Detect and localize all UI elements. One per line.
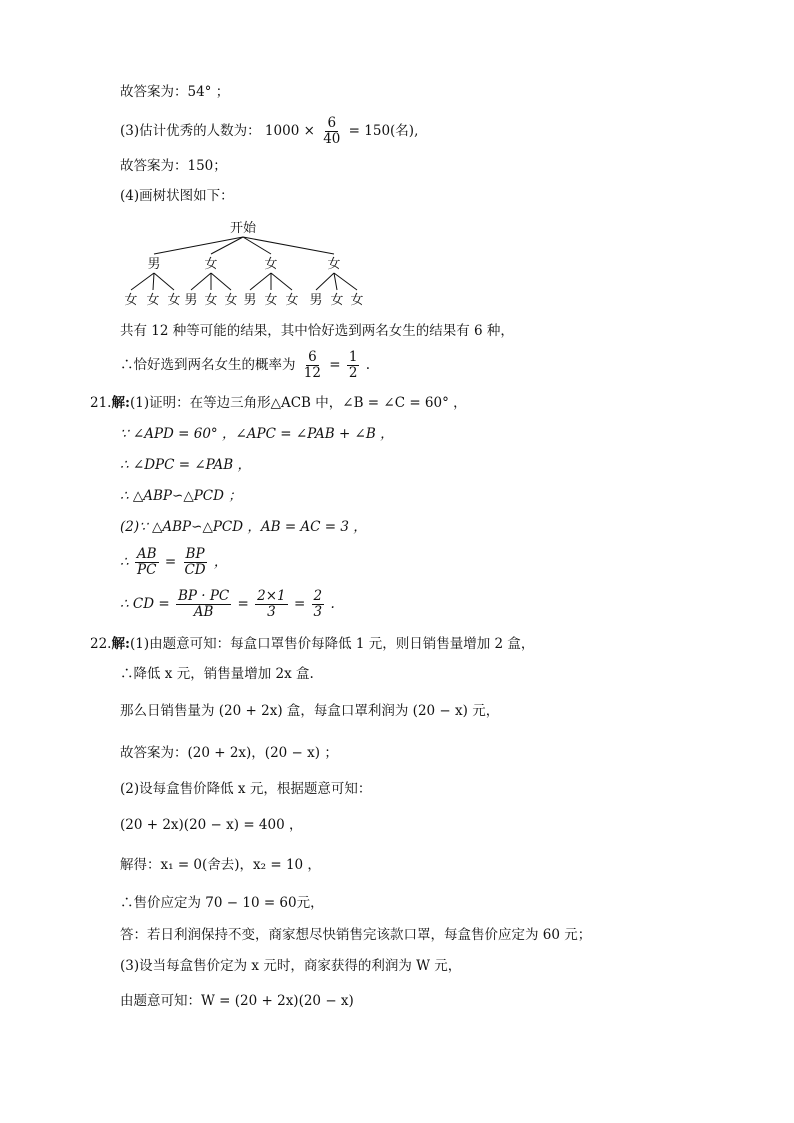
estimate-result: = 150(名), (348, 123, 419, 139)
tree-node-l2: 女 (146, 293, 160, 308)
cd-line (120, 589, 335, 620)
tree-edge (334, 273, 337, 290)
ratio-line (120, 547, 227, 578)
answer-line-150: 故答案为：150； (120, 158, 227, 174)
period: . (365, 357, 371, 373)
tree-edge (271, 273, 292, 290)
fraction-denominator: 12 (303, 365, 321, 381)
therefore-sign: ∴ (120, 554, 129, 570)
period: . (330, 596, 335, 612)
fraction-denominator: 2 (348, 365, 358, 381)
fraction-bp-cd (182, 547, 207, 578)
estimate-line (120, 116, 418, 147)
fraction-ab-pc (135, 547, 159, 578)
fraction-numerator: 6 (308, 349, 317, 365)
tree-edge (334, 273, 357, 290)
tree-node-l1: 女 (264, 257, 278, 272)
profit-function-line: 由题意可知：W = (20 + 2x)(20 − x) (120, 993, 354, 1009)
fraction-2-3 (312, 589, 325, 620)
decrease-line: ∴降低 x 元，销售量增加 2x 盒. (120, 666, 314, 682)
answer-line-54: 故答案为：54° ； (120, 84, 230, 100)
equals-sign: = (164, 554, 177, 570)
proof-intro: (1)证明：在等边三角形△ACB 中，∠B = ∠C = 60° ， (129, 395, 467, 411)
tree-diagram (120, 216, 380, 308)
fraction-6-12 (302, 350, 323, 381)
question-number-21: 21. (90, 395, 112, 411)
fraction-numerator: AB (136, 546, 157, 562)
fraction-numerator: 1 (348, 349, 358, 365)
fraction-numerator: 2×1 (257, 588, 286, 604)
tree-node-l2: 女 (224, 293, 238, 308)
question-22-line (90, 635, 534, 653)
fraction-6-40 (321, 116, 342, 147)
tree-intro-line: (4)画树状图如下： (120, 188, 234, 204)
part2-line: (2)∵ △ABP∽△PCD ，AB = AC = 3 ， (120, 519, 367, 535)
tree-node-l2: 男 (243, 293, 257, 308)
tree-node-l1: 男 (147, 257, 161, 272)
fraction-numerator: BP (185, 546, 205, 562)
solution-label: 解: (111, 395, 130, 411)
tree-node-l2: 女 (204, 293, 218, 308)
proof-line-2: ∴ ∠DPC = ∠PAB ， (120, 457, 251, 473)
solution-line: 解得：x₁ = 0(舍去)，x₂ = 10 ， (120, 857, 321, 873)
part3-setup-line: (3)设当每盒售价定为 x 元时，商家获得的利润为 W 元， (120, 958, 462, 974)
tree-node-l2: 女 (285, 293, 299, 308)
estimate-mult: 1000 × (264, 123, 315, 139)
proof-line-3: ∴ △ABP∽△PCD ； (120, 488, 242, 504)
fraction-denominator: PC (137, 562, 157, 578)
equals-sign: = (293, 596, 306, 612)
tree-node-l2: 女 (350, 293, 364, 308)
tree-node-l2: 男 (309, 293, 323, 308)
question-21-line (90, 394, 467, 412)
solution-label: 解: (111, 636, 130, 652)
tree-node-l2: 女 (330, 293, 344, 308)
fraction-denominator: 3 (267, 604, 276, 620)
probability-text: ∴恰好选到两名女生的概率为 (120, 357, 296, 373)
tree-root: 开始 (229, 221, 257, 236)
fraction-1-2 (347, 350, 360, 381)
tree-node-l2: 女 (167, 293, 181, 308)
tree-node-l2: 女 (124, 293, 138, 308)
tree-edge (316, 273, 334, 290)
fraction-2x1-3 (255, 589, 288, 620)
equation-line: (20 + 2x)(20 − x) = 400 ， (120, 817, 303, 833)
tree-node-l1: 女 (327, 257, 341, 272)
tree-node-l2: 女 (264, 293, 278, 308)
fraction-denominator: 3 (313, 604, 323, 620)
part2-setup-line: (2)设每盒售价降低 x 元，根据题意可知： (120, 781, 372, 797)
question-number-22: 22. (90, 636, 112, 652)
part1-intro: (1)由题意可知：每盒口罩售价每降低 1 元，则日销售量增加 2 盒， (129, 636, 535, 652)
fraction-numerator: 2 (313, 588, 323, 604)
equals-sign: = (237, 596, 249, 612)
fraction-numerator: BP · PC (177, 588, 230, 604)
answer-line-price: 答：若日利润保持不变，商家想尽快销售完该款口罩，每盒售价应定为 60 元； (120, 927, 592, 943)
fraction-numerator: 6 (327, 115, 337, 131)
tree-node-l1: 女 (204, 257, 218, 272)
outcomes-line: 共有 12 种等可能的结果，其中恰好选到两名女生的结果有 6 种， (120, 323, 514, 339)
tree-edge (250, 273, 271, 290)
fraction-denominator: 40 (323, 131, 341, 147)
comma: ， (213, 554, 228, 570)
tree-edge (153, 273, 154, 290)
tree-edge (154, 237, 243, 254)
tree-edge (154, 273, 174, 290)
cd-equals: ∴ CD = (120, 596, 170, 612)
proof-line-1: ∵ ∠APD = 60° ，∠APC = ∠PAB + ∠B ， (120, 426, 394, 442)
probability-line (120, 350, 370, 381)
fraction-bppc-ab (176, 589, 231, 620)
sales-profit-line: 那么日销售量为 (20 + 2x) 盒，每盒口罩利润为 (20 − x) 元， (120, 703, 500, 719)
tree-edge (131, 273, 154, 290)
tree-node-l2: 男 (184, 293, 198, 308)
answer-line-expr: 故答案为：(20 + 2x)，(20 − x) ； (120, 745, 338, 761)
price-line: ∴售价应定为 70 − 10 = 60元， (120, 895, 324, 911)
estimate-text: (3)估计优秀的人数为： (120, 123, 261, 139)
equals-sign: = (329, 357, 341, 373)
tree-edge (191, 273, 211, 290)
fraction-denominator: CD (184, 562, 206, 578)
fraction-denominator: AB (193, 604, 214, 620)
tree-edge (211, 273, 231, 290)
